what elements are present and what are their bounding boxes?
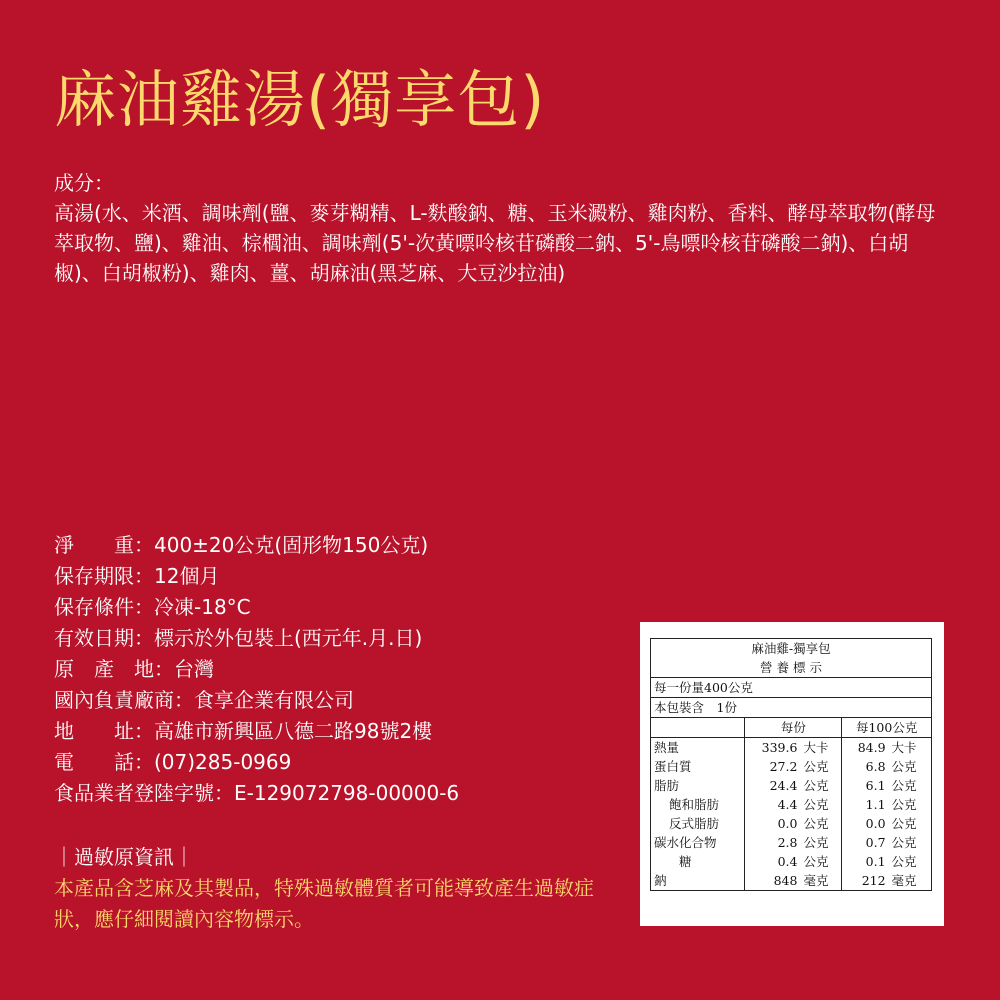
row-unit-per-100g: 公克 [891, 778, 917, 793]
row-unit-per-serving: 大卡 [803, 740, 829, 755]
row-unit-per-100g: 毫克 [891, 873, 917, 888]
table-row [651, 833, 932, 852]
col-per-serving: 每份 [745, 718, 842, 738]
row-name: 糖 [679, 854, 692, 869]
col-per-100g: 每100公克 [842, 718, 932, 738]
row-unit-per-serving: 毫克 [803, 873, 829, 888]
info-manufacturer: 國內負責廠商：食享企業有限公司 [54, 688, 354, 712]
row-value-per-100g: 84.9 [842, 738, 889, 758]
row-value-per-serving: 339.6 [745, 738, 800, 758]
row-value-per-100g: 0.7 [842, 833, 889, 852]
table-row [651, 738, 932, 758]
info-origin: 原 產 地：台灣 [54, 657, 214, 681]
row-name: 鈉 [654, 873, 667, 888]
nutrition-heading: 營 養 標 示 [651, 658, 932, 678]
nutrition-table [650, 638, 932, 891]
row-value-per-serving: 4.4 [745, 795, 800, 814]
table-row [651, 795, 932, 814]
info-net-weight: 淨 重：400±20公克(固形物150公克) [54, 533, 429, 557]
allergen-text: 本產品含芝麻及其製品，特殊過敏體質者可能導致產生過敏症狀，應仔細閱讀內容物標示。 [54, 876, 594, 931]
row-name: 飽和脂肪 [669, 797, 720, 812]
row-name: 碳水化合物 [654, 835, 717, 850]
row-value-per-100g: 1.1 [842, 795, 889, 814]
nutrition-product: 麻油雞-獨享包 [751, 641, 831, 656]
table-row [651, 852, 932, 871]
row-unit-per-serving: 公克 [803, 797, 829, 812]
nutrition-servings: 本包裝含 1份 [651, 698, 932, 718]
row-unit-per-serving: 公克 [803, 778, 829, 793]
row-value-per-serving: 2.8 [745, 833, 800, 852]
row-value-per-serving: 24.4 [745, 776, 800, 795]
ingredients-section [54, 168, 954, 288]
ingredients-text: 高湯(水、米酒、調味劑(鹽、麥芽糊精、L-麩酸鈉、糖、玉米澱粉、雞肉粉、香料、酵母萃取物(酵母萃取物、鹽)、雞油、棕櫚油、調味劑(5'-次黃嘌呤核苷磷酸二鈉、5'-鳥嘌呤核苷磷酸二鈉)、白胡椒)、白胡椒粉)、雞肉、薑、胡麻油(黑芝麻、大豆沙拉油) [54, 201, 936, 285]
row-value-per-serving: 848 [745, 871, 800, 891]
row-unit-per-100g: 公克 [891, 797, 917, 812]
product-info [54, 530, 614, 809]
row-unit-per-100g: 公克 [891, 816, 917, 831]
table-row [651, 871, 932, 891]
row-name: 脂肪 [654, 778, 680, 793]
row-name: 反式脂肪 [669, 816, 720, 831]
nutrition-label [640, 622, 944, 926]
row-unit-per-100g: 大卡 [891, 740, 917, 755]
row-unit-per-100g: 公克 [891, 854, 917, 869]
allergen-section [54, 842, 614, 935]
row-value-per-100g: 0.0 [842, 814, 889, 833]
row-unit-per-serving: 公克 [803, 759, 829, 774]
row-value-per-100g: 212 [842, 871, 889, 891]
row-unit-per-serving: 公克 [803, 816, 829, 831]
row-value-per-100g: 6.1 [842, 776, 889, 795]
row-name: 熱量 [654, 740, 680, 755]
info-shelf-life: 保存期限：12個月 [54, 564, 220, 588]
row-value-per-100g: 0.1 [842, 852, 889, 871]
info-address: 地 址：高雄市新興區八德二路98號2樓 [54, 719, 433, 743]
table-row [651, 757, 932, 776]
row-name: 蛋白質 [654, 759, 692, 774]
row-value-per-serving: 27.2 [745, 757, 800, 776]
row-unit-per-serving: 公克 [803, 835, 829, 850]
row-unit-per-serving: 公克 [803, 854, 829, 869]
table-row [651, 776, 932, 795]
info-phone: 電 話：(07)285-0969 [54, 750, 292, 774]
row-value-per-serving: 0.4 [745, 852, 800, 871]
info-storage: 保存條件：冷凍-18°C [54, 595, 251, 619]
row-value-per-100g: 6.8 [842, 757, 889, 776]
allergen-heading: ｜過敏原資訊｜ [54, 845, 194, 869]
ingredients-label: 成分： [54, 171, 114, 195]
info-expiry: 有效日期：標示於外包裝上(西元年.月.日) [54, 626, 423, 650]
nutrition-serving-size: 每一份量400公克 [651, 678, 932, 698]
row-value-per-serving: 0.0 [745, 814, 800, 833]
info-registration: 食品業者登陸字號：E-129072798-00000-6 [54, 781, 460, 805]
row-unit-per-100g: 公克 [891, 835, 917, 850]
page-title: 麻油雞湯(獨享包) [54, 63, 546, 136]
row-unit-per-100g: 公克 [891, 759, 917, 774]
nutrition-header-row [651, 718, 932, 738]
table-row [651, 814, 932, 833]
